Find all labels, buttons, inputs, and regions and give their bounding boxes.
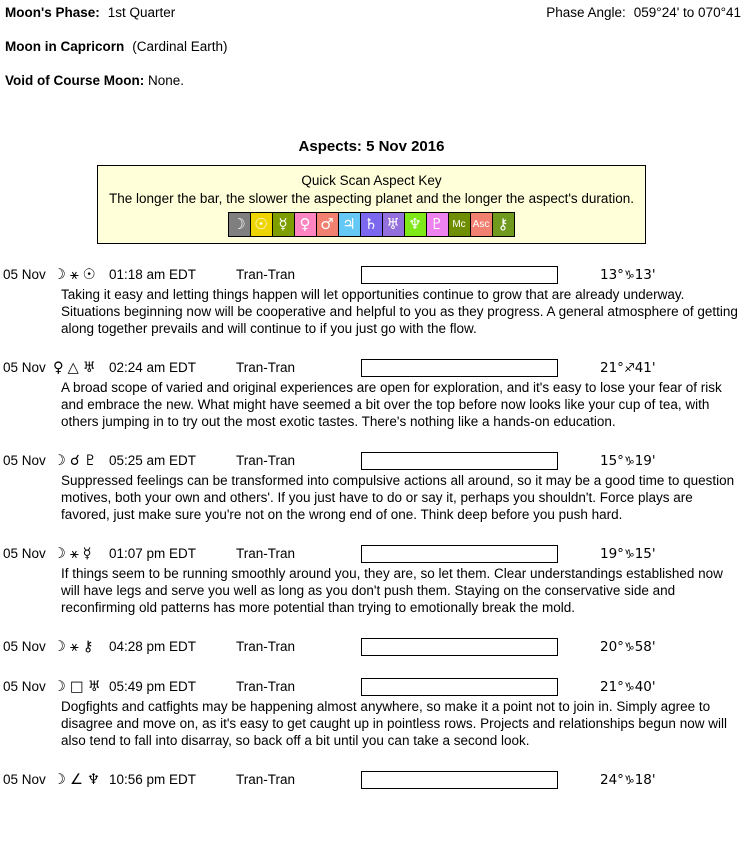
aspect-description: If things seem to be running smoothly around you, they are, so let them. Clear understandings established now will have legs and serve you well as long as you don't push them. Staying on the conservative side and reconfirming old patterns has more potential than trying to emotionally break the mold. (61, 566, 723, 615)
duration-bar (361, 545, 558, 563)
semisquare-icon: ∠ (70, 771, 83, 788)
duration-bar (361, 266, 558, 284)
aspect-date: 05 Nov (3, 639, 46, 654)
capricorn-icon: ♑ (623, 546, 635, 561)
aspect-row (3, 265, 743, 284)
key-subtitle: The longer the bar, the slower the aspecting planet and the longer the aspect's duration. (109, 191, 634, 206)
duration-bar (361, 452, 558, 470)
aspect-time: 01:18 am EDT (109, 267, 197, 282)
aspect-time: 01:07 pm EDT (109, 546, 197, 561)
jupiter-key-icon: ♃ (338, 212, 361, 237)
aspect-position: 19°♑15' (600, 545, 656, 562)
capricorn-icon: ♑ (623, 267, 635, 282)
aspect-glyphs (53, 772, 109, 788)
venus-icon: ♀ (53, 359, 64, 376)
chiron-key-icon: ⚷ (492, 212, 515, 237)
venus-key-icon: ♀ (294, 212, 317, 237)
phase-angle (546, 5, 741, 20)
moon-icon: ☽ (53, 771, 66, 788)
moon-icon: ☽ (53, 678, 66, 695)
trine-icon: △ (67, 359, 79, 376)
moon-sign-modality: (Cardinal Earth) (132, 39, 228, 54)
sextile-icon: ⚹ (70, 266, 79, 283)
square-icon: □ (70, 678, 84, 695)
aspect-row (3, 637, 743, 656)
aspect-entry (3, 770, 743, 789)
aspect-entry (3, 677, 743, 749)
aspects-title: Aspects: 5 Nov 2016 (298, 138, 445, 155)
aspect-position: 20°♑58' (600, 638, 656, 655)
planet-key-row (102, 212, 641, 237)
aspect-entry (3, 451, 743, 523)
aspect-glyphs (53, 639, 109, 655)
aspect-glyphs (53, 453, 109, 469)
moon-key-icon: ☽ (228, 212, 251, 237)
aspect-row (3, 451, 743, 470)
aspect-position: 21°♑40' (600, 678, 656, 695)
moon-icon: ☽ (53, 266, 66, 283)
aspect-date: 05 Nov (3, 360, 46, 375)
aspect-row (3, 358, 743, 377)
moon-icon: ☽ (53, 452, 66, 469)
aspect-type: Tran-Tran (236, 546, 296, 561)
duration-bar (361, 359, 558, 377)
phase-angle-value: 059°24' to 070°41 (633, 5, 741, 20)
moons-phase-value: 1st Quarter (107, 5, 176, 20)
capricorn-icon: ♑ (623, 453, 635, 468)
sextile-icon: ⚹ (70, 638, 79, 655)
pluto-icon: ♇ (83, 452, 97, 469)
void-of-course-label: Void of Course Moon: (5, 73, 145, 88)
aspect-description: Dogfights and catfights may be happening almost anywhere, so make it a point not to join in. Simply agree to disagree and move on, as it's easy to get caught up in pointless rows. Projects and relationships begun now will also tend to fall into disarray, so back off a bit until you can take a second look. (61, 699, 727, 748)
neptune-icon: ♆ (87, 771, 100, 788)
uranus-key-icon: ♅ (382, 212, 405, 237)
neptune-key-icon: ♆ (404, 212, 427, 237)
aspect-row (3, 677, 743, 696)
aspect-position: 24°♑18' (600, 771, 656, 788)
aspect-glyphs (53, 267, 109, 283)
key-title: Quick Scan Aspect Key (301, 173, 442, 188)
moons-phase-label: Moon's Phase: (5, 5, 100, 20)
aspect-date: 05 Nov (3, 267, 46, 282)
aspect-type: Tran-Tran (236, 772, 296, 787)
capricorn-icon: ♑ (623, 679, 635, 694)
void-of-course-line (5, 73, 741, 89)
moon-sign-line (5, 39, 741, 55)
aspect-time: 05:49 pm EDT (109, 679, 197, 694)
aspect-position: 13°♑13' (600, 266, 656, 283)
aspect-type: Tran-Tran (236, 453, 296, 468)
saturn-key-icon: ♄ (360, 212, 383, 237)
uranus-icon: ♅ (87, 678, 101, 695)
aspect-description: A broad scope of varied and original experiences are open for exploration, and it's easy to lose your fear of risk and embrace the new. What might have seemed a bit over the top before now looks like your cup of tea, with others jumping in to try out the most exotic tastes. There's nothing like a hands-on education. (61, 380, 722, 429)
pluto-key-icon: ♇ (426, 212, 449, 237)
moon-sign-label: Moon in Capricorn (5, 39, 125, 54)
mars-key-icon: ♂ (316, 212, 339, 237)
aspect-date: 05 Nov (3, 772, 46, 787)
aspect-list (0, 265, 743, 789)
report-header (0, 0, 743, 89)
quick-scan-aspect-key (97, 165, 646, 244)
moons-phase-line (5, 5, 741, 21)
aspect-type: Tran-Tran (236, 679, 296, 694)
aspect-time: 05:25 am EDT (109, 453, 197, 468)
chiron-icon: ⚷ (82, 638, 94, 655)
aspect-entry (3, 544, 743, 616)
aspect-date: 05 Nov (3, 546, 46, 561)
phase-angle-label: Phase Angle: (546, 5, 626, 20)
sextile-icon: ⚹ (70, 545, 79, 562)
duration-bar (361, 771, 558, 789)
aspect-glyphs (53, 679, 109, 695)
void-of-course-value: None. (148, 73, 185, 88)
aspect-glyphs (53, 546, 109, 562)
aspect-position: 15°♑19' (600, 452, 656, 469)
aspect-description: Taking it easy and letting things happen will let opportunities continue to grow that are already underway. Situations beginning now will be cooperative and helpful to you as they progress. A general atmosphere of getting along together prevails and will continue to if you just go with the flow. (61, 287, 738, 336)
moon-icon: ☽ (53, 545, 66, 562)
aspect-row (3, 544, 743, 563)
aspect-type: Tran-Tran (236, 360, 296, 375)
aspect-type: Tran-Tran (236, 639, 296, 654)
aspect-row (3, 770, 743, 789)
duration-bar (361, 678, 558, 696)
aspect-position: 21°♐41' (600, 359, 656, 376)
aspect-date: 05 Nov (3, 679, 46, 694)
aspect-entry (3, 265, 743, 337)
aspect-type: Tran-Tran (236, 267, 296, 282)
aspect-time: 04:28 pm EDT (109, 639, 197, 654)
capricorn-icon: ♑ (623, 639, 635, 654)
aspect-entry (3, 637, 743, 656)
duration-bar (361, 638, 558, 656)
mercury-key-icon: ☿ (272, 212, 295, 237)
mercury-icon: ☿ (82, 545, 92, 562)
aspect-time: 02:24 am EDT (109, 360, 197, 375)
capricorn-icon: ♑ (623, 772, 635, 787)
aspect-time: 10:56 pm EDT (109, 772, 197, 787)
sun-icon: ☉ (82, 266, 96, 283)
sagittarius-icon: ♐ (623, 360, 635, 375)
aspect-description: Suppressed feelings can be transformed into compulsive actions all around, so it may be a good time to question motives, both your own and others'. If you just have to do or say it, perhaps you shouldn't. Force plays are favored, just make sure you're not on the wrong end of one. Think deep before you push hard. (61, 473, 735, 522)
midheaven-key-icon: Mc (448, 212, 471, 237)
aspect-date: 05 Nov (3, 453, 46, 468)
moon-icon: ☽ (53, 638, 66, 655)
aspect-glyphs (53, 360, 109, 376)
uranus-icon: ♅ (82, 359, 96, 376)
ascendant-key-icon: Asc (470, 212, 493, 237)
aspect-entry (3, 358, 743, 430)
conjunction-icon: ☌ (70, 452, 80, 469)
sun-key-icon: ☉ (250, 212, 273, 237)
